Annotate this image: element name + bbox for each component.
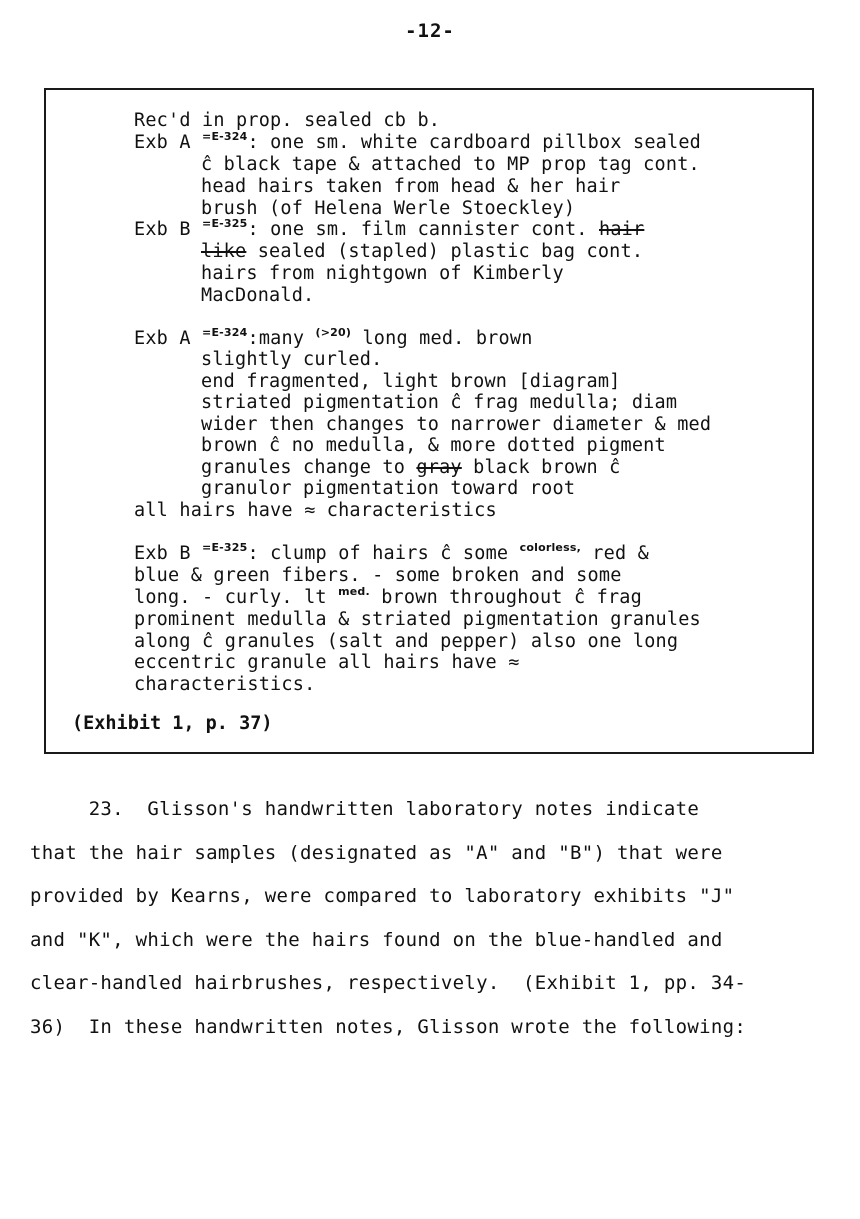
note-line: Exb A $^{=E-324}$: one sm. white cardboard pillbox sealed [134, 130, 702, 153]
note-line: Exb B $^{=E-325}$: clump of hairs ĉ some $^{colorless,}$ red & [134, 541, 649, 564]
paragraph-line: 23. Glisson's handwritten laboratory notes indicate [30, 798, 700, 820]
note-line: MacDonald. [201, 285, 315, 306]
note-line: hairs from nightgown of Kimberly [201, 263, 564, 284]
note-line: ĉ black tape & attached to MP prop tag cont. [201, 154, 700, 175]
paragraph-line: that the hair samples (designated as "A" and "B") that were [30, 842, 723, 864]
note-line: long. - curly. lt $^{med.}$ brown throughout ĉ frag [134, 585, 642, 608]
note-line: characteristics. [134, 674, 316, 695]
note-line: brush (of Helena Werle Stoeckley) [201, 198, 576, 219]
note-line: all hairs have ≈ characteristics [134, 500, 497, 521]
paragraph-line: 36) In these handwritten notes, Glisson wrote the following: [30, 1016, 747, 1038]
paragraph-line: and "K", which were the hairs found on the blue-handled and [30, 929, 723, 951]
exhibit-citation: (Exhibit 1, p. 37) [72, 713, 273, 734]
note-line: eccentric granule all hairs have ≈ [134, 652, 520, 673]
note-line: along ĉ granules (salt and pepper) also one long [134, 631, 679, 652]
page-number: -12- [405, 20, 455, 42]
note-line: slightly curled. [201, 349, 383, 370]
note-line: Rec'd in prop. sealed cb b. [134, 110, 441, 131]
paragraph-line: clear-handled hairbrushes, respectively. (Exhibit 1, pp. 34- [30, 972, 747, 994]
quoted-lab-notes [44, 88, 814, 754]
note-line: blue & green fibers. - some broken and some [134, 565, 622, 586]
note-line: head hairs taken from head & her hair [201, 176, 621, 197]
note-line: Exb A $^{=E-324}$:many $^{(>20)}$ long med. brown [134, 326, 533, 349]
paragraph-line: provided by Kearns, were compared to laboratory exhibits "J" [30, 885, 735, 907]
note-line: granulor pigmentation toward root [201, 478, 576, 499]
note-line: end fragmented, light brown [diagram] [201, 371, 621, 392]
note-line: brown ĉ no medulla, & more dotted pigment [201, 435, 666, 456]
note-line: Exb B $^{=E-325}$: one sm. film cannister cont. hair [134, 217, 645, 240]
note-line: wider then changes to narrower diameter & med [201, 414, 712, 435]
note-line: granules change to gray black brown ĉ [201, 457, 621, 478]
note-line: prominent medulla & striated pigmentation granules [134, 609, 701, 630]
note-line: like sealed (stapled) plastic bag cont. [201, 241, 644, 262]
note-line: striated pigmentation ĉ frag medulla; diam [201, 392, 678, 413]
